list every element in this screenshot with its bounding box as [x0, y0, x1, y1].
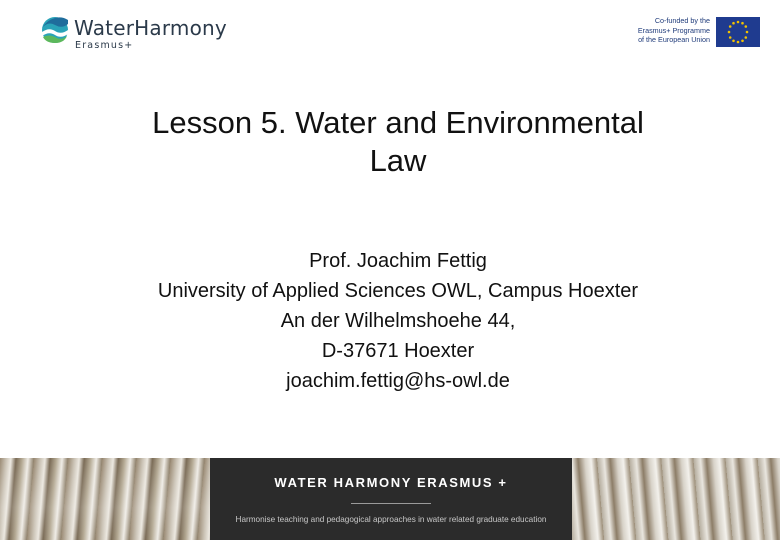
- email-address: joachim.fettig@hs-owl.de: [286, 370, 510, 392]
- street-address: An der Wilhelmshoehe 44,: [280, 310, 516, 332]
- footer-banner: [0, 458, 780, 540]
- title-line: Lesson 5. Water and Environmental: [152, 105, 644, 140]
- author-block: [60, 246, 736, 396]
- waterfall-image: [0, 458, 210, 540]
- waterfall-image: [572, 458, 780, 540]
- slide-title: [60, 104, 736, 180]
- eu-cofunding-logo: [618, 16, 760, 48]
- institution: University of Applied Sciences OWL, Campus Hoexter: [157, 280, 639, 302]
- banner-title: WATER HARMONY ERASMUS +: [274, 475, 508, 490]
- banner-tagline: Harmonise teaching and pedagogical approaches in water related graduate education: [235, 515, 547, 524]
- author-name: Prof. Joachim Fettig: [309, 250, 487, 272]
- brand-name: WaterHarmony: [74, 16, 227, 40]
- city-address: D-37671 Hoexter: [321, 340, 475, 362]
- water-harmony-logo: [40, 14, 240, 50]
- eu-cofunding-text: [618, 16, 710, 45]
- water-drop-logo-icon: [40, 16, 70, 44]
- eu-text-line: Erasmus+ Programme: [637, 25, 710, 35]
- banner-center-panel: [210, 458, 572, 540]
- brand-subtitle: Erasmus+: [75, 40, 134, 51]
- banner-divider: [351, 503, 431, 504]
- eu-text-line: Co-funded by the: [654, 16, 710, 25]
- eu-text-line: of the European Union: [638, 35, 710, 45]
- eu-flag-icon: [716, 17, 760, 47]
- title-line: Law: [369, 143, 427, 178]
